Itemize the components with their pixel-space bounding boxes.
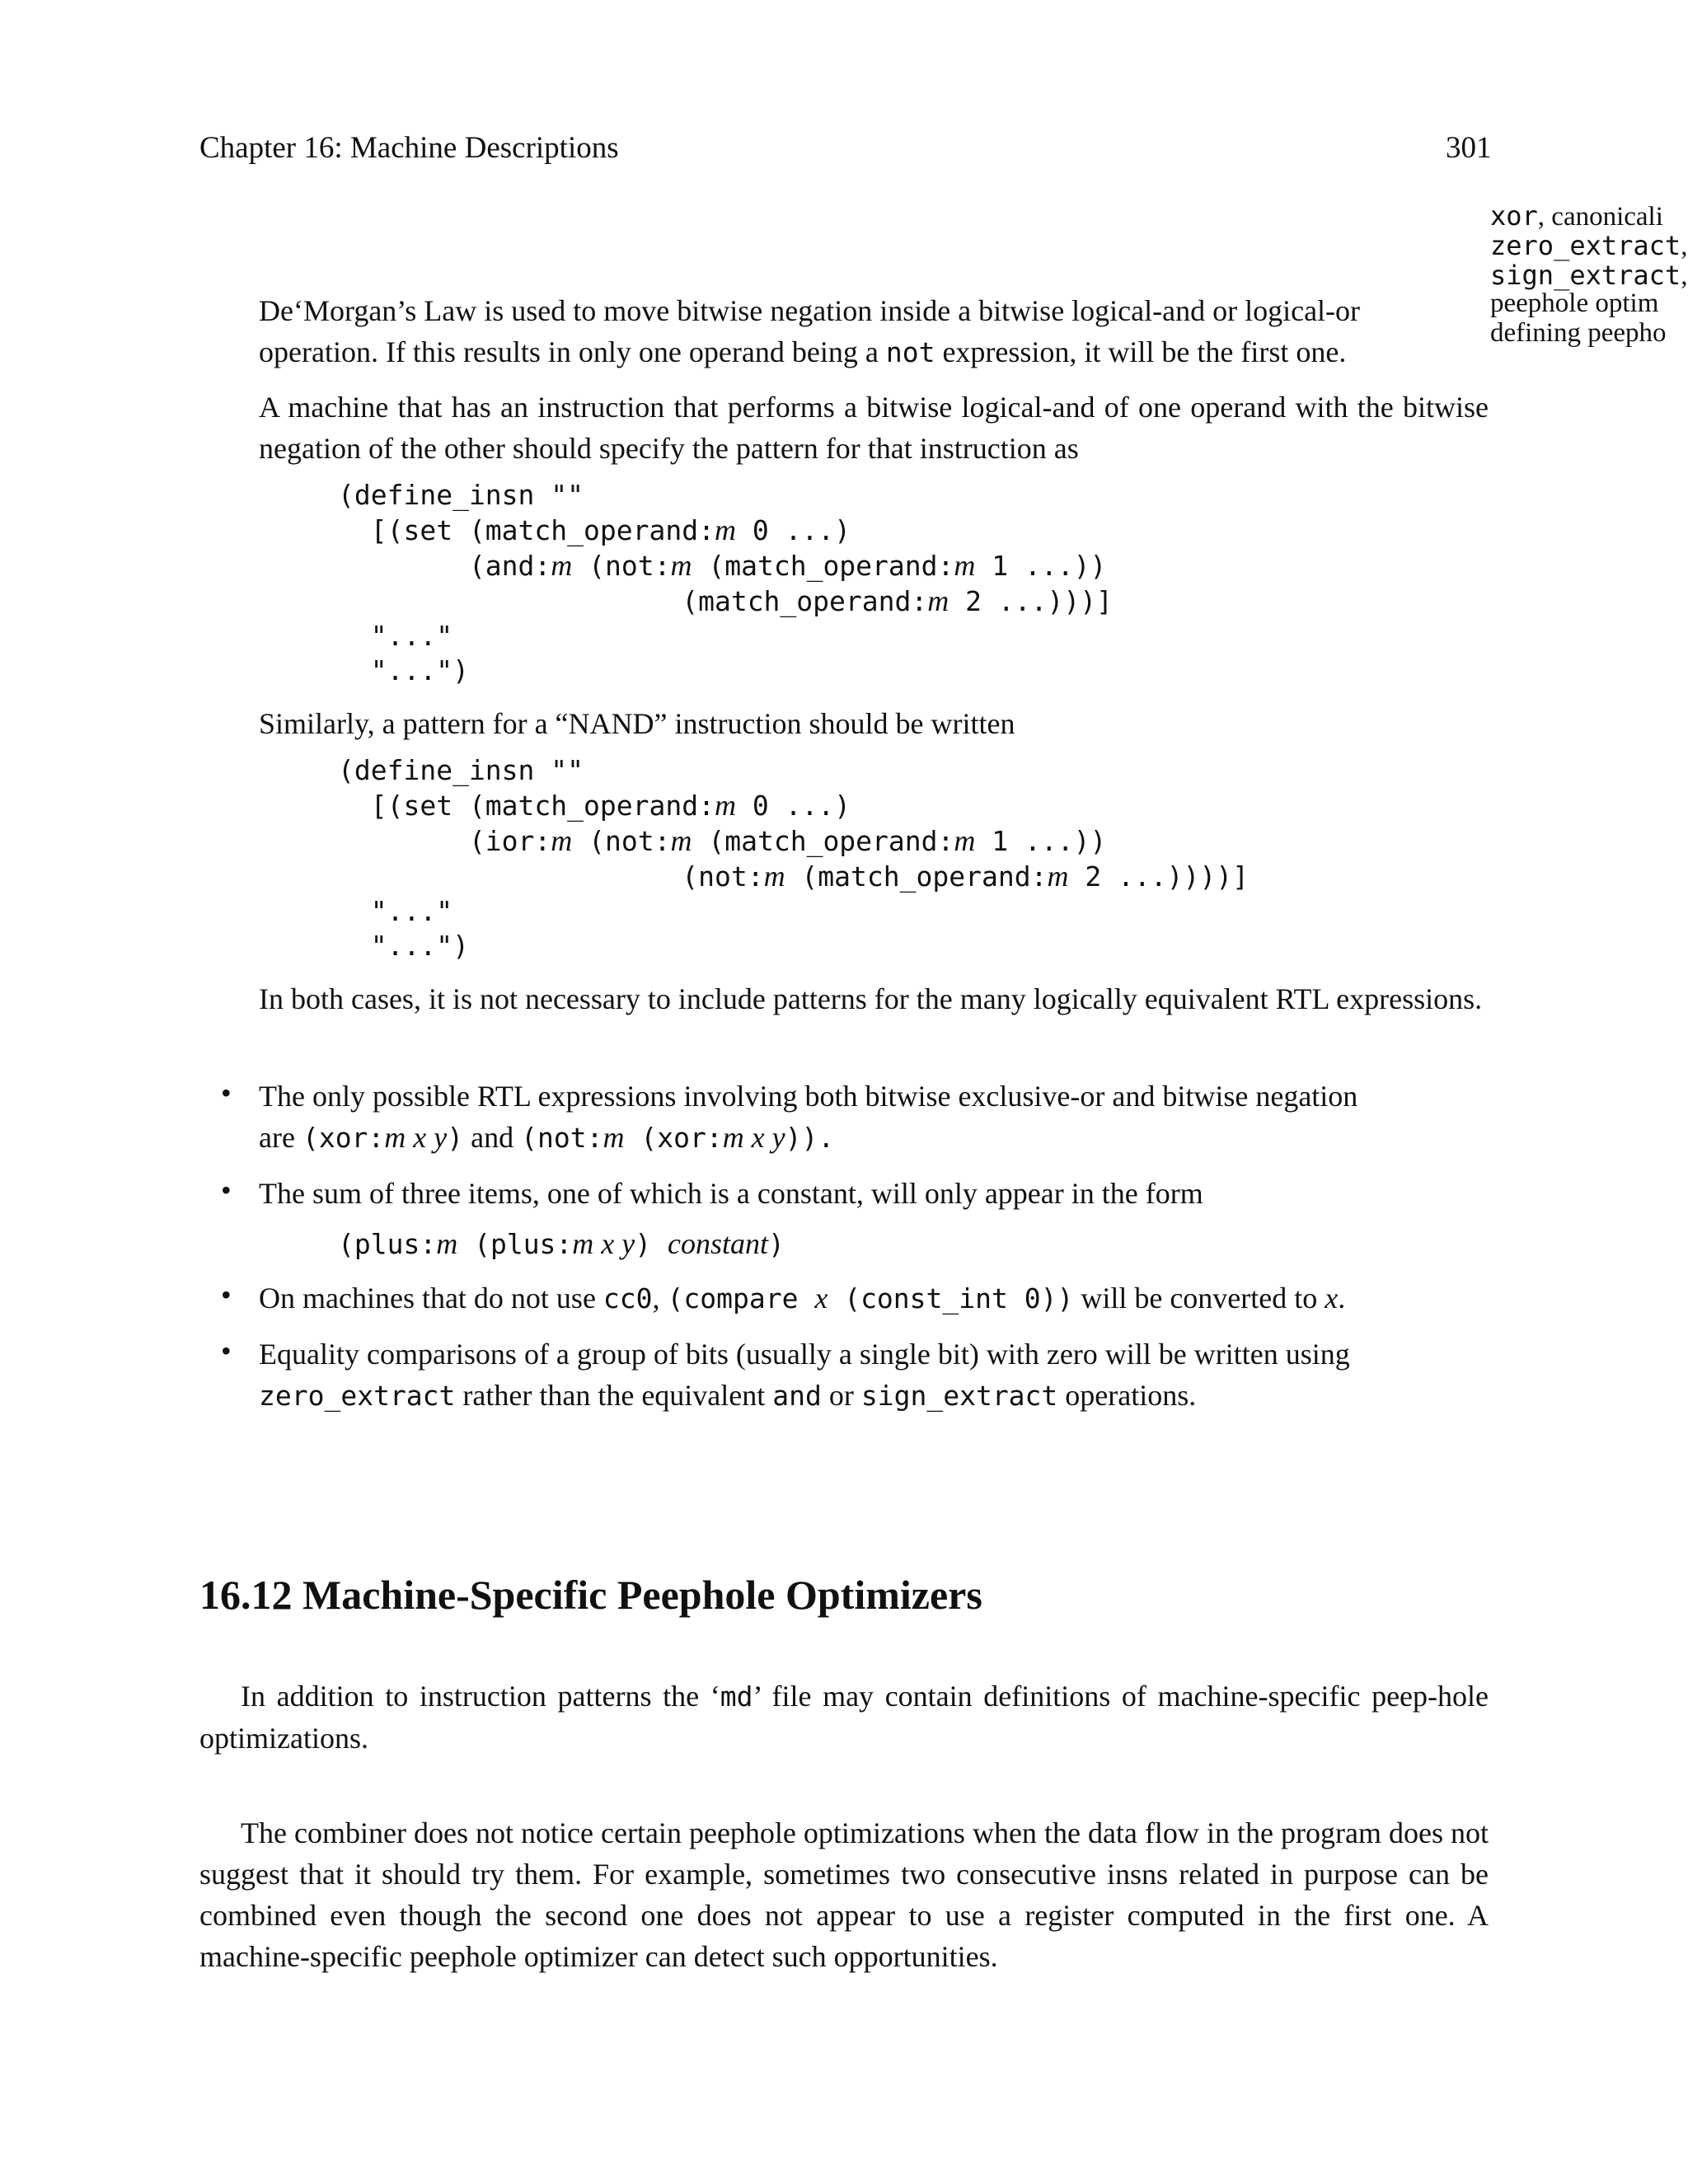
- code-plus-form: (plus:m (plus:m x y) constant): [338, 1227, 785, 1260]
- paragraph-nand-intro: Similarly, a pattern for a “NAND” instruction should be written: [259, 707, 1015, 740]
- bullet-marker: •: [221, 1334, 232, 1367]
- bullet-cc0-compare: On machines that do not use cc0, (compare x (const_int 0)) will be converted to x.: [259, 1282, 1346, 1315]
- bullet-plus-constant: The sum of three items, one of which is a constant, will only appear in the form: [259, 1177, 1203, 1210]
- margin-note-5: defining peepho: [1490, 318, 1667, 348]
- bullet-marker: •: [221, 1174, 232, 1207]
- code-block-nand: (define_insn "" [(set (match_operand:m 0 ...) (ior:m (not:m (match_operand:m 1 ...)) (not:m (match_operand:m 2 ...))))] "..." "..."): [338, 754, 1249, 962]
- bullet-xor-not: The only possible RTL expressions involving both bitwise exclusive-or and bitwise negation are (xor:m x y) and (not:m (xor:m x y)).: [259, 1080, 1358, 1154]
- running-header-chapter: Chapter 16: Machine Descriptions: [199, 131, 619, 165]
- paragraph-combiner: The combiner does not notice certain peephole optimizations when the data flow in the program does not suggest that it should try them. For example, sometimes two consecutive insns related in purpose can be combined even though the second one does not appear to use a register computed in the first one. A machine-specific peephole optimizer can detect such opportunities.: [199, 1816, 1489, 1973]
- paragraph-demorgan: De‘Morgan’s Law is used to move bitwise negation inside a bitwise logical-and or logical-or operation. If this results in only one operand being a not expression, it will be the first one.: [259, 294, 1361, 368]
- bullet-marker: •: [221, 1278, 232, 1311]
- margin-note-1: xor, canonicali: [1490, 200, 1663, 232]
- paragraph-md-file: In addition to instruction patterns the ‘md’ file may contain definitions of machine-specific peep-hole optimizations.: [199, 1680, 1489, 1755]
- bullet-marker: •: [221, 1076, 232, 1109]
- margin-note-2: zero_extract,: [1490, 230, 1688, 261]
- margin-note-4: peephole optim: [1490, 288, 1659, 318]
- paragraph-both-cases: In both cases, it is not necessary to include patterns for the many logically equivalent RTL expressions.: [259, 982, 1483, 1015]
- bullet-zero-extract: Equality comparisons of a group of bits (usually a single bit) with zero will be written using zero_extract rather than the equivalent and or sign_extract operations.: [259, 1338, 1350, 1412]
- page-number: 301: [1446, 131, 1492, 165]
- section-heading: 16.12 Machine-Specific Peephole Optimizers: [199, 1572, 982, 1618]
- paragraph-and-not: A machine that has an instruction that performs a bitwise logical-and of one operand with the bitwise negation of the other should specify the pattern for that instruction as: [259, 391, 1489, 465]
- code-block-and-not: (define_insn "" [(set (match_operand:m 0 ...) (and:m (not:m (match_operand:m 1 ...)) (match_operand:m 2 ...)))] "..." "..."): [338, 479, 1113, 687]
- margin-note-3: sign_extract,: [1490, 260, 1688, 291]
